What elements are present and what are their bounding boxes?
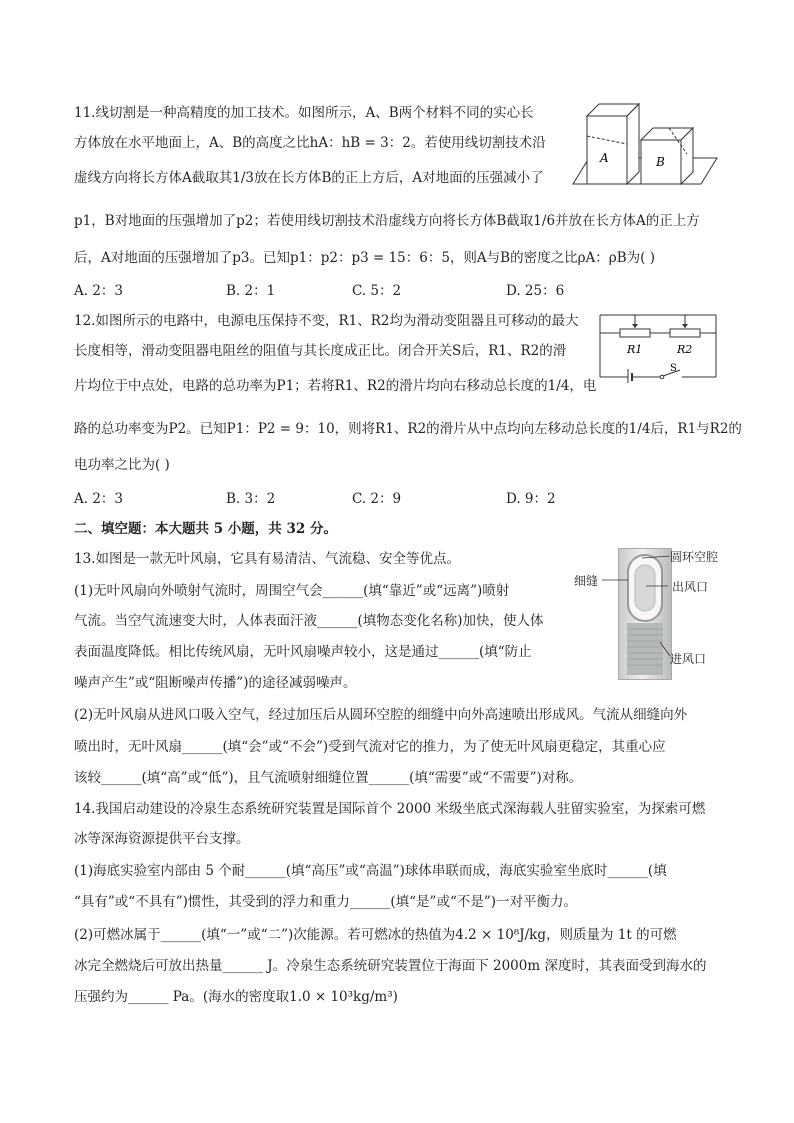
q13-line-3: 气流。当空气流速变大时，人体表面汗液______(填物态变化名称)加快，使人体 xyxy=(74,613,544,629)
outlet-label: 出风口 xyxy=(672,580,709,594)
r2-label: R2 xyxy=(677,343,693,356)
q14-line-7: 压强约为______ Pa。(海水的密度取1.0 × 10³kg/m³) xyxy=(74,989,398,1005)
q13-line-7: 喷出时，无叶风扇______(填“会”或“不会”)受到气流对它的推力，为了使无叶风扇更稳定，其重心应 xyxy=(74,739,666,755)
q11-option-b: B. 2：1 xyxy=(226,283,276,299)
q11-line-4: p1，B对地面的压强增加了p2；若使用线切割技术沿虚线方向将长方体B截取1/6并放在长方体A的正上方 xyxy=(74,213,700,229)
q13-line-6: (2)无叶风扇从进风口吸入空气，经过加压后从圆环空腔的细缝中向外高速喷出形成风。气流从细缝向外 xyxy=(74,707,688,723)
q11-blocks-figure xyxy=(569,100,721,192)
q13-line-2: (1)无叶风扇向外喷射气流时，周围空气会______(填“靠近”或“远离”)喷射 xyxy=(74,583,510,599)
q11-line-1: 11.线切割是一种高精度的加工技术。如图所示，A、B两个材料不同的实心长 xyxy=(74,105,534,121)
q11-line-2: 方体放在水平地面上，A、B的高度之比hA：hB = 3：2。若使用线切割技术沿 xyxy=(74,135,546,151)
block-b-label: B xyxy=(656,155,665,169)
q14-line-3: (1)海底实验室内部由 5 个耐______(填“高压”或“高温”)球体串联而成，海底实验室坐底时______(填 xyxy=(74,863,667,879)
q14-line-5: (2)可燃冰属于______(填“一”或“二”)次能源。若可燃冰的热值为4.2 × 10⁸J/kg，则质量为 1t 的可燃 xyxy=(74,927,677,943)
q14-line-4: “具有”或“不具有”)惯性，其受到的浮力和重力______(填“是”或“不是”)一对平衡力。 xyxy=(74,894,578,910)
q11-line-5: 后，A对地面的压强增加了p3。已知p1：p2：p3 = 15：6：5，则A与B的密度之比ρA：ρB为( ) xyxy=(74,250,655,266)
q12-option-c: C. 2：9 xyxy=(352,491,402,507)
slit-label: 细缝 xyxy=(574,574,599,588)
q11-option-d: D. 25：6 xyxy=(506,283,565,299)
q12-circuit-figure xyxy=(598,311,718,383)
r1-label: R1 xyxy=(627,343,643,356)
q13-line-5: 噪声产生”或“阻断噪声传播”)的途径减弱噪声。 xyxy=(74,675,357,691)
q12-option-b: B. 3：2 xyxy=(226,491,276,507)
q12-line-1: 12.如图所示的电路中，电源电压保持不变，R1、R2均为滑动变阻器且可移动的最大 xyxy=(74,313,579,329)
q11-option-c: C. 5：2 xyxy=(352,283,402,299)
q12-line-5: 电功率之比为( ) xyxy=(74,457,170,473)
q11-option-a: A. 2：3 xyxy=(74,283,124,299)
cavity-label: 圆环空腔 xyxy=(670,550,719,564)
block-a-label: A xyxy=(600,151,609,165)
q12-option-a: A. 2：3 xyxy=(74,491,124,507)
q12-line-3: 片均位于中点处，电路的总功率为P1；若将R1、R2的滑片均向右移动总长度的1/4，电 xyxy=(74,378,597,394)
q12-option-d: D. 9：2 xyxy=(506,491,556,507)
q13-line-4: 表面温度降低。相比传统风扇，无叶风扇噪声较小，这是通过______(填“防止 xyxy=(74,644,532,660)
q13-line-1: 13.如图是一款无叶风扇，它具有易清洁、气流稳、安全等优点。 xyxy=(74,551,460,567)
q12-line-4: 路的总功率变为P2。已知P1：P2 = 9：10，则将R1、R2的滑片从中点均向左移动总长度的1/4后，R1与R2的 xyxy=(74,421,742,437)
q12-line-2: 长度相等，滑动变阻器电阻丝的阻值与其长度成正比。闭合开关S后，R1、R2的滑 xyxy=(74,343,567,359)
q13-fan-figure xyxy=(572,544,732,684)
q11-line-3: 虚线方向将长方体A截取其1/3放在长方体B的正上方后，A对地面的压强减小了 xyxy=(74,170,544,186)
q14-line-1: 14.我国启动建设的冷泉生态系统研究装置是国际首个 2000 米级坐底式深海载人驻留实验室，为探索可燃 xyxy=(74,801,706,817)
switch-label: S xyxy=(670,363,677,374)
q13-line-8: 该较______(填“高”或“低”)，且气流喷射细缝位置______(填“需要”或“不需要”)对称。 xyxy=(74,770,583,786)
section-heading: 二、填空题：本大题共 5 小题，共 32 分。 xyxy=(74,521,337,537)
q14-line-6: 冰完全燃烧后可放出热量______ J。冷泉生态系统研究装置位于海面下 2000m 深度时，其表面受到海水的 xyxy=(74,958,707,974)
q14-line-2: 冰等深海资源提供平台支撑。 xyxy=(74,831,250,847)
inlet-label: 进风口 xyxy=(670,652,707,666)
